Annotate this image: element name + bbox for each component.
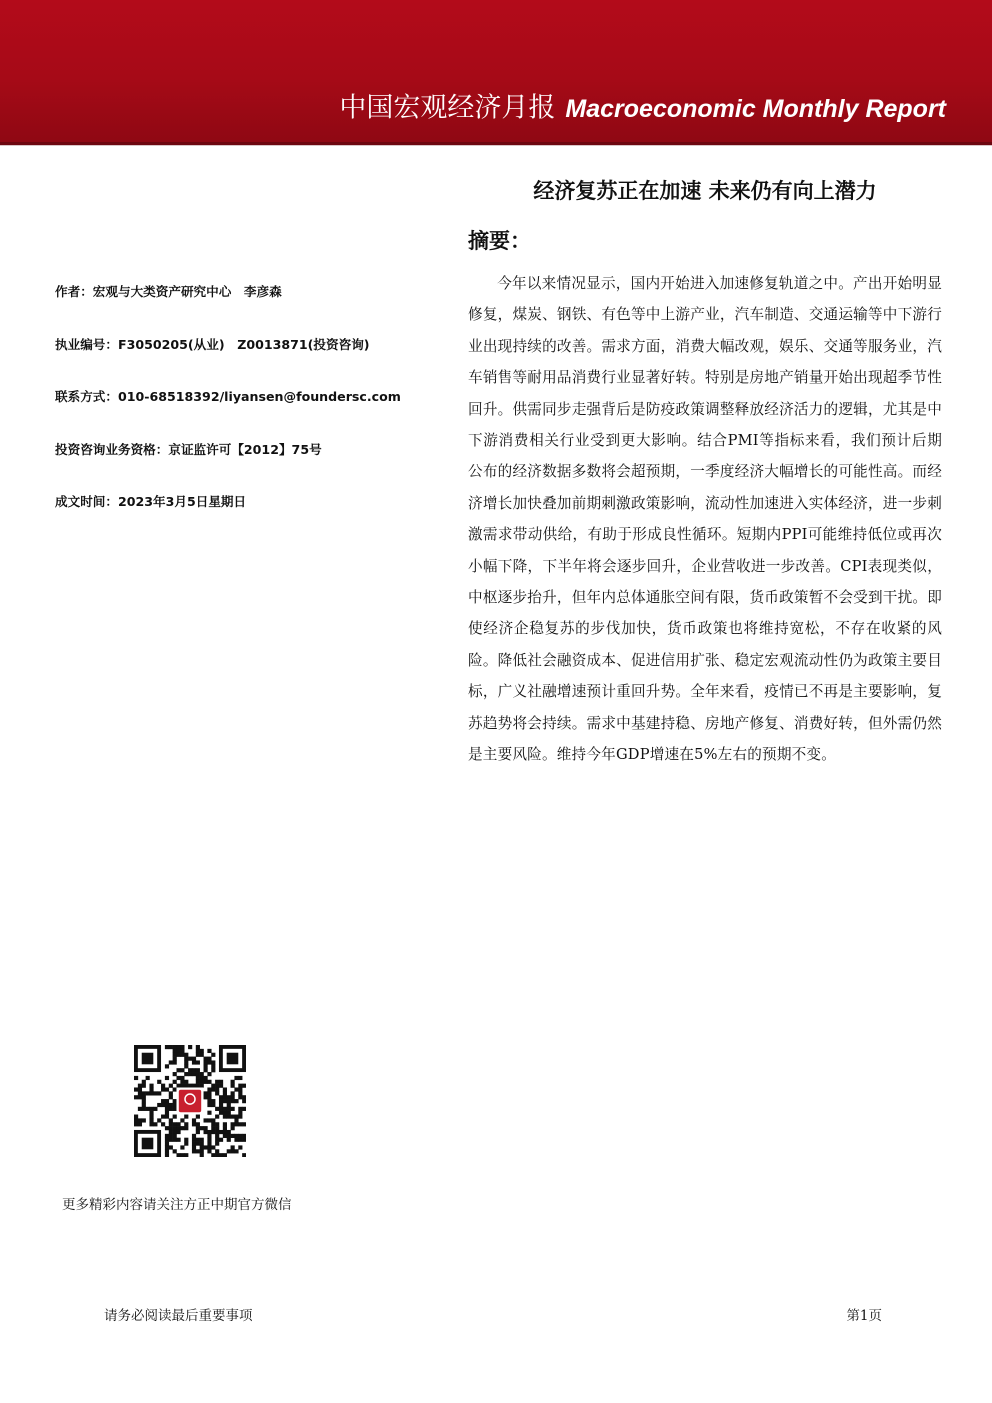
abstract-heading: 摘要： [468, 229, 531, 253]
abstract-body: 今年以来情况显示，国内开始进入加速修复轨道之中。产出开始明显修复，煤炭、钢铁、有色等中上游产业，汽车制造、交通运输等中下游行业出现持续的改善。需求方面，消费大幅改观，娱乐、交通等服务业，汽车销售等耐用品消费行业显著好转。特别是房地产销量开始出现超季节性回升。供需同步走强背后是防疫政策调整释放经济活力的逻辑，尤其是中下游消费相关行业受到更大影响。结合PMI等指标来看，我们预计后期公布的经济数据多数将会超预期，一季度经济大幅增长的可能性高。而经济增长加快叠加前期刺激政策影响，流动性加速进入实体经济，进一步刺激需求带动供给，有助于形成良性循环。短期内PPI可能维持低位或再次小幅下降，下半年将会逐步回升，企业营收进一步改善。CPI表现类似，中枢逐步抬升，但年内总体通胀空间有限，货币政策暂不会受到干扰。即使经济企稳复苏的步伐加快，货币政策也将维持宽松，不存在收紧的风险。降低社会融资成本、促进信用扩张、稳定宏观流动性仍为政策主要目标，广义社融增速预计重回升势。全年来看，疫情已不再是主要影响，复苏趋势将会持续。需求中基建持稳、房地产修复、消费好转，但外需仍然是主要风险。维持今年GDP增速在5%左右的预期不变。 [468, 275, 942, 764]
contact-line [55, 384, 435, 410]
author-label: 作者： [55, 284, 93, 299]
author-line [55, 279, 435, 305]
series-title-en: Macroeconomic Monthly Report [565, 94, 946, 123]
qr-caption: 更多精彩内容请关注方正中期官方微信 [62, 1197, 292, 1213]
license-label: 执业编号： [55, 336, 118, 352]
header-divider-light [0, 145, 992, 146]
author-info [55, 279, 435, 542]
contact-label: 联系方式： [55, 389, 118, 404]
author-value: 宏观与大类资产研究中心 李彦森 [92, 284, 282, 299]
qr-logo-icon [179, 1090, 201, 1112]
date-line [55, 489, 435, 515]
date-label: 成文时间： [55, 494, 118, 509]
date-value: 2023年3月5日星期日 [117, 494, 247, 509]
qualification-line [55, 437, 435, 463]
page-number: 第1页 [846, 1308, 882, 1324]
series-title-cn: 中国宏观经济月报 [339, 92, 556, 124]
license-line [55, 332, 435, 358]
footer-notice: 请务必阅读最后重要事项 [104, 1308, 253, 1324]
license-value: F3050205(从业) Z0013871(投资咨询) [117, 336, 370, 352]
qr-code-icon [134, 1045, 246, 1157]
qualification-value: 京证监许可【2012】75号 [168, 441, 322, 457]
report-series-title [339, 90, 946, 127]
wechat-qr-code [134, 1045, 246, 1157]
qualification-label: 投资咨询业务资格： [55, 441, 169, 457]
header-band [0, 0, 992, 142]
contact-value[interactable]: 010-68518392/liyansen@foundersc.com [117, 389, 401, 404]
report-title: 经济复苏正在加速 未来仍有向上潜力 [533, 179, 877, 203]
